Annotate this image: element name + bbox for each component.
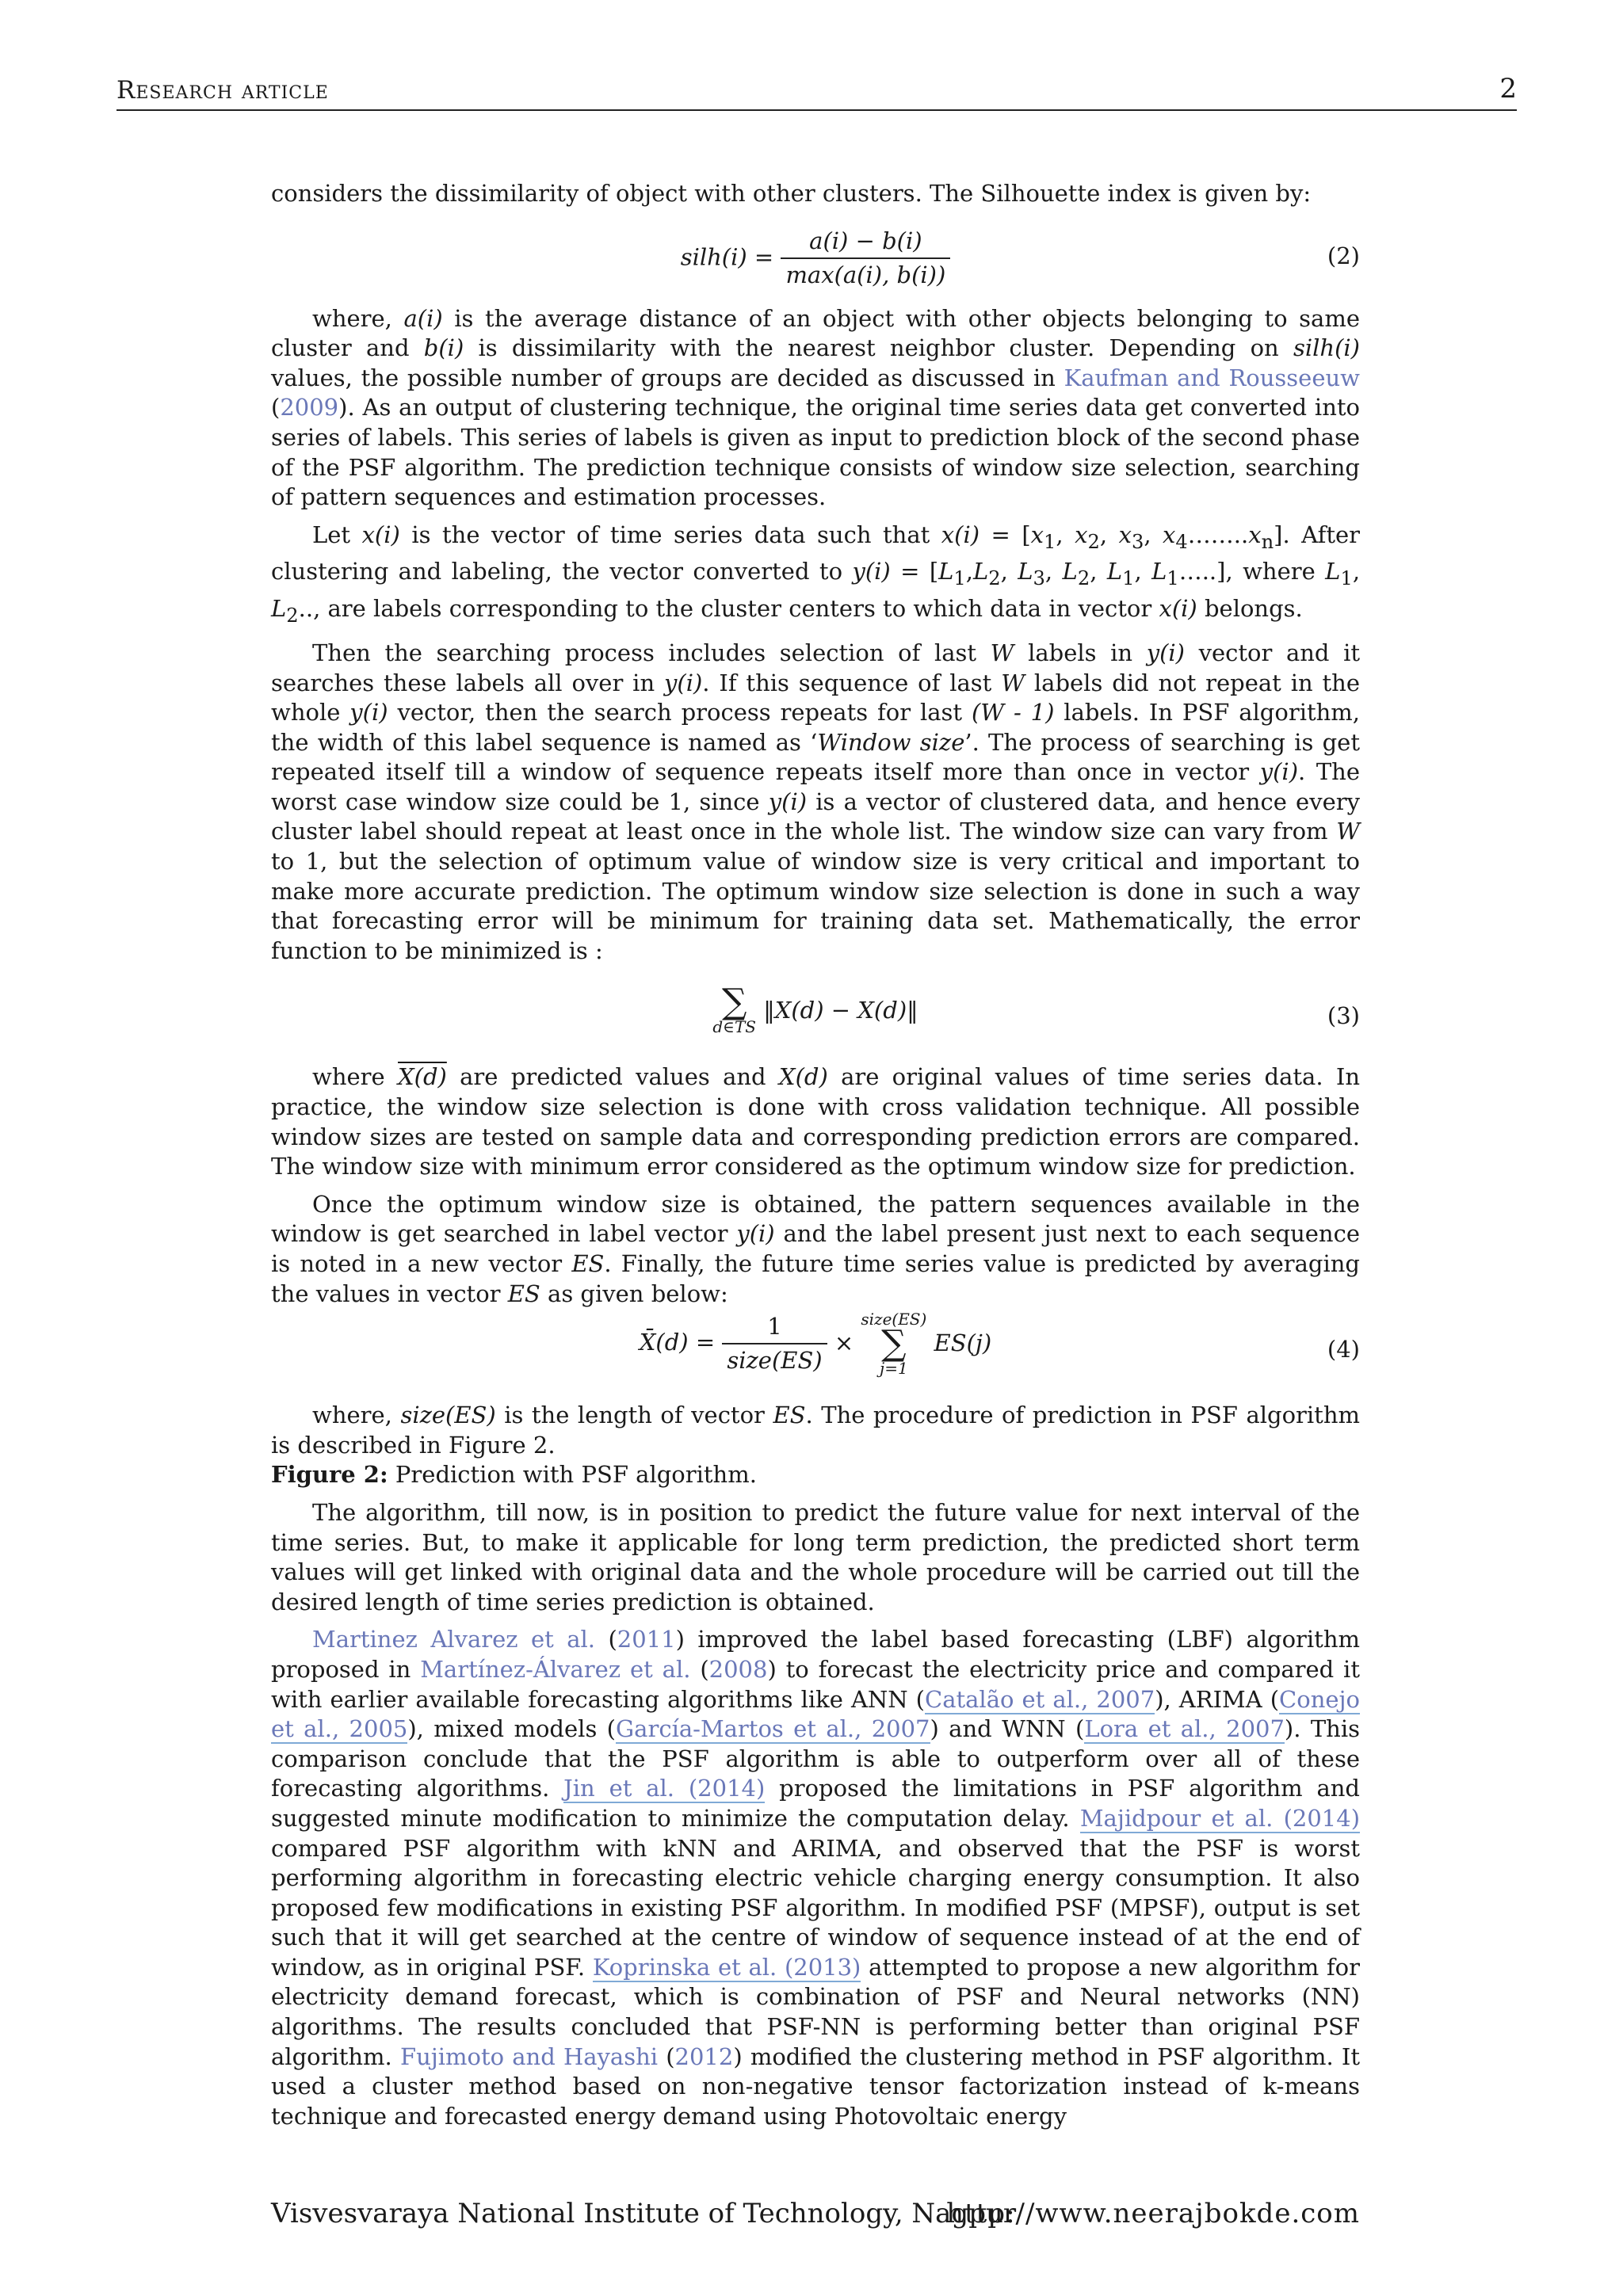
figure-label: Figure 2:	[271, 1461, 388, 1489]
eq2-number: (2)	[1327, 242, 1360, 269]
citation-lora[interactable]: Lora et al., 2007	[1084, 1715, 1285, 1743]
citation-garcia-martos[interactable]: García-Martos et al., 2007	[616, 1715, 930, 1743]
citation-fujimoto[interactable]: Fujimoto and Hayashi	[399, 2042, 659, 2070]
running-header	[116, 73, 1517, 111]
paragraph-7: where, size(ES) is the length of vector ES. The procedure of prediction in PSF algorithm is described in Figure 2.	[271, 1402, 1361, 1459]
paragraph-6: Once the optimum window size is obtained, the pattern sequences available in the window is get searched in label vector y(i) and the label present just next to each sequence is noted in a new vector ES. Finally, the future time series value is predicted by averaging the values in vector ES as given below:	[271, 1190, 1361, 1307]
citation-catalao[interactable]: Catalão et al., 2007	[925, 1685, 1155, 1713]
citation-martinez-2008[interactable]: Martínez-Álvarez et al.	[420, 1655, 691, 1683]
footer-url[interactable]: http://www.neerajbokde.com	[946, 2198, 1360, 2229]
eq4-fraction	[722, 1312, 827, 1376]
paragraph-1: considers the dissimilarity of object with other clusters. The Silhouette index is given by:	[271, 180, 1312, 207]
eq4-body: ES(j)	[934, 1329, 992, 1357]
eq2-lhs: silh(i) =	[680, 243, 774, 271]
eq4-sum: size(ES) ∑ j=1	[861, 1310, 927, 1379]
equation-2	[271, 220, 1360, 293]
paragraph-5: where X(d) are predicted values and X(d) are original values of time series data. In practice, the window size selection is done with cross validation technique. All possible window sizes are tested on sample data and corresponding prediction errors are compared. The window size with minimum error considered as the optimum window size for prediction.	[271, 1063, 1361, 1180]
eq4-sum-sup: size(ES)	[861, 1310, 927, 1329]
equation-4	[271, 1310, 1360, 1390]
paragraph-2: where, a(i) is the average distance of an object with other objects belonging to same cluster and b(i) is dissimilarity with the nearest neighbor cluster. Depending on silh(i) values, the possible number of groups are decided as discussed in Kaufman and Rousseeuw (2009). As an output of clustering technique, the original time series data get converted into series of labels. This series of labels is given as input to prediction block of the second phase of the PSF algorithm. The prediction technique consists of window size selection, searching of pattern sequences and estimation processes.	[271, 304, 1361, 511]
eq2-denominator: max(a(i), b(i))	[785, 261, 946, 289]
eq2-numerator: a(i) − b(i)	[781, 227, 950, 260]
figure-caption-text: Prediction with PSF algorithm.	[395, 1461, 757, 1489]
paragraph-4: Then the searching process includes selection of last W labels in y(i) vector and it searches these labels all over in y(i). If this sequence of last W labels did not repeat in the whole y(i) vector, then the search process repeats for last (W - 1) labels. In PSF algorithm, the width of this label sequence is named as ‘Window size’. The process of searching is get repeated itself till a window of sequence repeats itself more than once in vector y(i). The worst case window size could be 1, since y(i) is a vector of clustered data, and hence every cluster label should repeat at least once in the whole list. The window size can vary from W to 1, but the selection of optimum value of window size is very critical and important to make more accurate prediction. The optimum window size selection is done in such a way that forecasting error will be minimum for training data set. Mathematically, the error function to be minimized is :	[271, 639, 1361, 964]
eq4-sum-sub: j=1	[880, 1359, 908, 1379]
citation-koprinska[interactable]: Koprinska et al. (2013)	[592, 1953, 861, 1981]
running-title: Research article	[116, 76, 329, 105]
figure-caption	[271, 1460, 1360, 1490]
equation-3	[271, 982, 1360, 1051]
eq3-number: (3)	[1327, 1002, 1360, 1030]
eq3-sum-sub: d∈TS	[712, 1017, 756, 1037]
eq4-lhs: X̄(d) =	[639, 1329, 716, 1356]
citation-year-2011[interactable]: 2011	[617, 1626, 676, 1653]
citation-jin[interactable]: Jin et al. (2014)	[563, 1775, 766, 1802]
eq2-fraction	[781, 227, 950, 291]
citation-kaufman[interactable]: Kaufman and Rousseeuw	[1064, 364, 1361, 391]
page-number: 2	[1499, 73, 1517, 105]
paragraph-9: Martinez Alvarez et al. (2011) improved the label based forecasting (LBF) algorithm proposed in Martínez-Álvarez et al. (2008) to forecast the electricity price and compared it with earlier available forecasting algorithms like ANN (Catalão et al., 2007), ARIMA (Conejo et al., 2005), mixed models (García-Martos et al., 2007) and WNN (Lora et al., 2007). This comparison conclude that the PSF algorithm is able to outperform over all of these forecasting algorithms. Jin et al. (2014) proposed the limitations in PSF algorithm and suggested minute modification to minimize the computation delay. Majidpour et al. (2014) compared PSF algorithm with kNN and ARIMA, and observed that the PSF is worst performing algorithm in forecasting electric vehicle charging energy consumption. It also proposed few modifications in existing PSF algorithm. In modified PSF (MPSF), output is set such that it will get searched at the centre of window of sequence instead of at the end of window, as in original PSF. Koprinska et al. (2013) attempted to propose a new algorithm for electricity demand forecast, which is combination of PSF and Neural networks (NN) algorithms. The results concluded that PSF-NN is performing better than original PSF algorithm. Fujimoto and Hayashi (2012) modified the clustering method in PSF algorithm. It used a cluster method based on non-negative tensor factorization instead of k-means technique and forecasted energy demand using Photovoltaic energy	[271, 1626, 1361, 2130]
citation-majidpour[interactable]: Majidpour et al. (2014)	[1079, 1804, 1361, 1832]
main-text	[271, 179, 1360, 2131]
eq4-denominator: size(ES)	[727, 1347, 823, 1375]
eq3-body: ‖X(d) − X(d)‖	[763, 997, 918, 1024]
eq4-numerator: 1	[722, 1312, 827, 1345]
paragraph-3: Let x(i) is the vector of time series data such that $x(i) = [x_1$, $x_2$, $x_3$, $x_4\dots\dots..x_n$]. After clustering and labeling, the vector converted to $y(i) = [L_1,L_2$, $L_3$, $L_2$, $L_1$, $L_1\dots$..], where $L_1$, $L_2$.., are labels corresponding to the cluster centers to which data in vector x(i) belongs.	[271, 521, 1361, 627]
citation-year-2008[interactable]: 2008	[708, 1655, 768, 1683]
footer-institution: Visvesvaraya National Institute of Technology, Nagpur	[271, 2198, 1017, 2229]
paragraph-8: The algorithm, till now, is in position to predict the future value for next interval of the time series. But, to make it applicable for long term prediction, the predicted short term values will get linked with original data and the whole procedure will be carried out till the desired length of time series prediction is obtained.	[271, 1498, 1360, 1615]
citation-martinez-2011[interactable]: Martinez Alvarez et al.	[312, 1626, 596, 1653]
eq4-number: (4)	[1327, 1336, 1360, 1363]
eq4-times: ×	[834, 1329, 854, 1357]
citation-year-2009[interactable]: 2009	[280, 394, 339, 421]
citation-conejo[interactable]: Conejo et al., 2005	[271, 1685, 1360, 1743]
eq3-sum: ∑ d∈TS	[712, 982, 756, 1037]
citation-year-2012[interactable]: 2012	[674, 2042, 734, 2070]
